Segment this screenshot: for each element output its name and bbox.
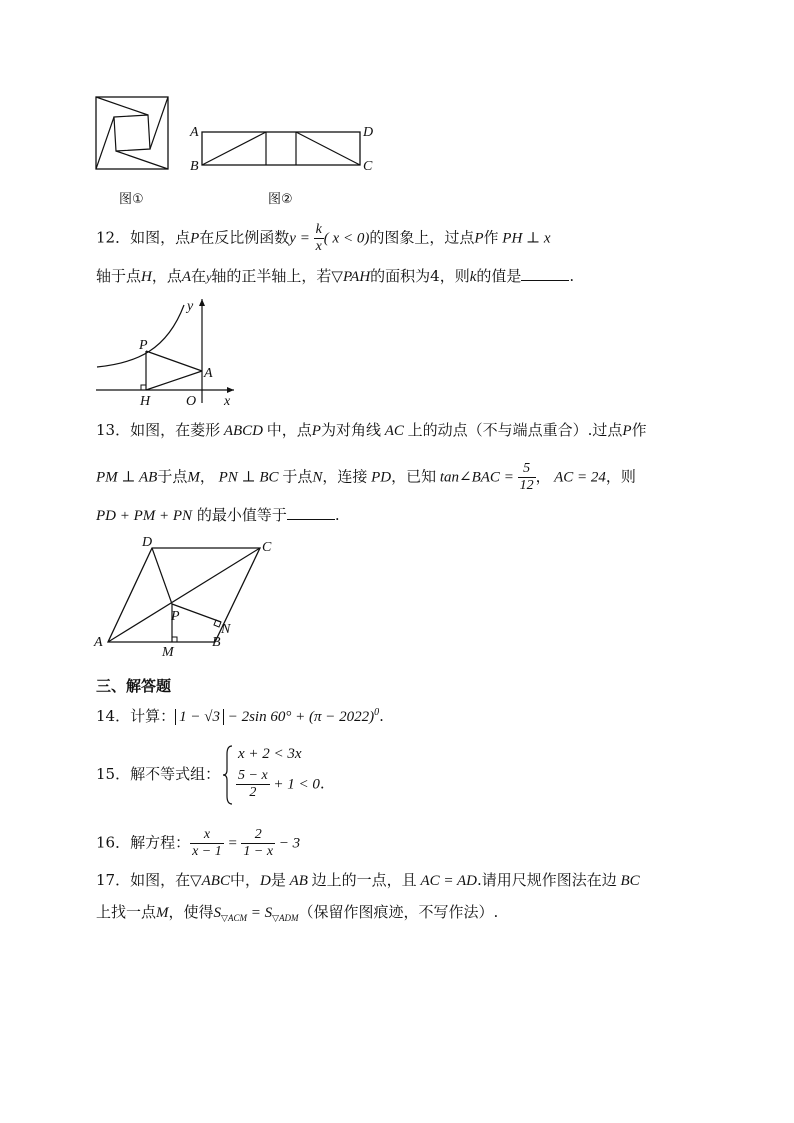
q15-eq-1: x + 2 < 3x bbox=[238, 746, 302, 762]
q15-eq-2: $\frac{5 - x}{2}$ + 1 < 0. bbox=[238, 768, 325, 800]
fig2-label-d: D bbox=[363, 125, 374, 140]
q13-line-1: 13．如图，在菱形 ABCD 中，点P为对角线 AC 上的动点（不与端点重合）.过点P作 bbox=[96, 421, 647, 439]
q13-line-2: PM ⊥ AB于点M， PN ⊥ BC 于点N，连接 PD，已知 tan∠BAC = $\frac{5}{12}$ ， AC = 24，则 bbox=[96, 461, 636, 493]
fig2-label-a: A bbox=[190, 125, 199, 140]
q13-label-a: A bbox=[94, 635, 103, 650]
q12-label-x: x bbox=[224, 394, 231, 407]
q12-line-1: 12．如图，点P在反比例函数y = $\frac{k}{x}$ ( x < 0)的图象上，过点P作 PH ⊥ x bbox=[96, 222, 551, 254]
q16-right-fraction: $\frac{2}{1 - x}$ bbox=[243, 827, 274, 859]
q15-brace bbox=[222, 744, 234, 806]
figure-2 bbox=[188, 122, 378, 176]
q12-label-o: O bbox=[186, 394, 197, 407]
q16-left-fraction: $\frac{x}{x - 1}$ bbox=[192, 827, 222, 859]
q13-label-m: M bbox=[162, 645, 174, 658]
q13-label-c: C bbox=[262, 540, 272, 555]
q13-fraction: $\frac{5}{12}$ bbox=[519, 461, 534, 493]
q14-abs: 1 − √3 bbox=[175, 709, 224, 725]
q17-line-2: 上找一点M，使得$S_{▽ACM} = S_{▽ADM}$（保留作图痕迹，不写作法）. bbox=[96, 903, 499, 923]
q12-label-y: y bbox=[187, 299, 194, 314]
q12-label-h: H bbox=[140, 394, 151, 407]
q12-fraction: $\frac{k}{x}$ bbox=[315, 222, 322, 254]
q12-label-a: A bbox=[204, 366, 213, 381]
section-3-heading: 三、解答题 bbox=[96, 677, 172, 695]
figure-1 bbox=[94, 95, 170, 171]
q13-line-3: PD + PM + PN 的最小值等于 . bbox=[96, 506, 340, 524]
q13-label-d: D bbox=[142, 535, 153, 550]
fig2-label-b: B bbox=[190, 159, 199, 174]
q15-label: 15．解不等式组： bbox=[96, 765, 221, 783]
q17-line-1: 17．如图，在▽ABC中，D是 AB 边上的一点，且 AC = AD.请用尺规作图法在边 BC bbox=[96, 871, 640, 889]
q13-label-b: B bbox=[212, 635, 221, 650]
q13-label-n: N bbox=[221, 622, 231, 637]
q12-label-p: P bbox=[139, 338, 148, 353]
q12-figure bbox=[92, 295, 242, 407]
q12-answer-blank[interactable] bbox=[521, 266, 569, 281]
q14-line: 14．计算： 1 − √3 − 2sin $60^\circ + (\pi - 2022)^0$. bbox=[96, 707, 384, 725]
q15-fraction: $\frac{5 - x}{2}$ bbox=[238, 768, 268, 800]
figure-2-caption: 图② bbox=[268, 192, 293, 207]
q13-figure bbox=[92, 532, 282, 658]
q13-label-p: P bbox=[171, 609, 180, 624]
q16-line: 16．解方程： $\frac{x}{x - 1}$ = $\frac{2}{1 - x}$ − 3 bbox=[96, 827, 301, 859]
fig2-label-c: C bbox=[363, 159, 373, 174]
q12-line-2: 轴于点H，点A在y轴的正半轴上，若▽PAH的面积为4，则k的值是 . bbox=[96, 267, 575, 285]
q13-answer-blank[interactable] bbox=[287, 505, 335, 520]
figure-1-caption: 图① bbox=[119, 192, 144, 207]
